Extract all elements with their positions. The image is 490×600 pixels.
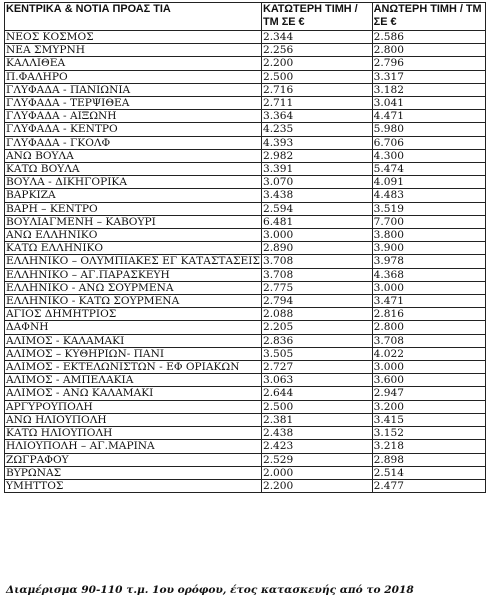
table-row — [5, 83, 486, 96]
max-price-cell: 3.182 — [372, 83, 485, 96]
table-row — [5, 136, 486, 149]
table-row — [5, 255, 486, 268]
area-name-cell: ΔΑΦΝΗ — [5, 321, 262, 334]
price-table — [4, 2, 486, 493]
max-price-cell: 3.317 — [372, 70, 485, 83]
min-price-cell: 2.344 — [261, 31, 372, 44]
area-name-cell: ΖΩΓΡΑΦΟΥ — [5, 453, 262, 466]
area-name-cell: ΝΕΑ ΣΜΥΡΝΗ — [5, 44, 262, 57]
area-name-cell: ΑΝΩ ΕΛΛΗΝΙΚΟ — [5, 229, 262, 242]
max-price-cell: 7.700 — [372, 215, 485, 228]
table-row — [5, 44, 486, 57]
min-price-cell: 2.794 — [261, 295, 372, 308]
min-price-cell: 2.644 — [261, 387, 372, 400]
max-price-cell: 2.796 — [372, 57, 485, 70]
table-row — [5, 308, 486, 321]
max-price-cell: 4.300 — [372, 149, 485, 162]
area-name-cell: ΗΛΙΟΥΠΟΛΗ – ΑΓ.ΜΑΡΙΝΑ — [5, 440, 262, 453]
min-price-cell: 2.381 — [261, 413, 372, 426]
max-price-cell: 2.477 — [372, 479, 485, 492]
area-name-cell: ΒΥΡΩΝΑΣ — [5, 466, 262, 479]
area-name-cell: ΓΛΥΦΑΔΑ - ΓΚΟΛΦ — [5, 136, 262, 149]
table-row — [5, 268, 486, 281]
area-name-cell: ΒΑΡΗ – ΚΕΝΤΡΟ — [5, 202, 262, 215]
table-row — [5, 321, 486, 334]
column-header-max-price: ΑΝΩΤΕΡΗ ΤΙΜΗ / ΤΜ ΣΕ € — [372, 3, 485, 31]
max-price-cell: 5.474 — [372, 163, 485, 176]
min-price-cell: 2.000 — [261, 466, 372, 479]
table-row — [5, 215, 486, 228]
area-name-cell: ΝΕΟΣ ΚΟΣΜΟΣ — [5, 31, 262, 44]
max-price-cell: 2.816 — [372, 308, 485, 321]
max-price-cell: 3.519 — [372, 202, 485, 215]
min-price-cell: 3.708 — [261, 255, 372, 268]
max-price-cell: 3.152 — [372, 427, 485, 440]
area-name-cell: ΑΛΙΜΟΣ - ΚΑΛΑΜΑΚΙ — [5, 334, 262, 347]
max-price-cell: 3.000 — [372, 281, 485, 294]
min-price-cell: 3.708 — [261, 268, 372, 281]
area-name-cell: ΓΛΥΦΑΔΑ - ΑΙΞΩΝΗ — [5, 110, 262, 123]
table-row — [5, 453, 486, 466]
min-price-cell: 2.500 — [261, 70, 372, 83]
max-price-cell: 3.600 — [372, 374, 485, 387]
table-row — [5, 70, 486, 83]
min-price-cell: 3.438 — [261, 189, 372, 202]
table-row — [5, 281, 486, 294]
max-price-cell: 2.947 — [372, 387, 485, 400]
max-price-cell: 3.200 — [372, 400, 485, 413]
table-row — [5, 163, 486, 176]
area-name-cell: ΑΛΙΜΟΣ - ΑΜΠΕΛΑΚΙΑ — [5, 374, 262, 387]
area-name-cell: ΑΛΙΜΟΣ - ΑΝΩ ΚΑΛΑΜΑΚΙ — [5, 387, 262, 400]
table-row — [5, 202, 486, 215]
min-price-cell: 2.423 — [261, 440, 372, 453]
area-name-cell: ΓΛΥΦΑΔΑ - ΤΕΡΨΙΘΕΑ — [5, 97, 262, 110]
max-price-cell: 4.368 — [372, 268, 485, 281]
min-price-cell: 2.836 — [261, 334, 372, 347]
min-price-cell: 2.727 — [261, 361, 372, 374]
area-name-cell: ΒΟΥΛΑ - ΔΙΚΗΓΟΡΙΚΑ — [5, 176, 262, 189]
max-price-cell: 3.800 — [372, 229, 485, 242]
table-row — [5, 189, 486, 202]
min-price-cell: 3.070 — [261, 176, 372, 189]
max-price-cell: 2.898 — [372, 453, 485, 466]
min-price-cell: 2.529 — [261, 453, 372, 466]
table-row — [5, 479, 486, 492]
max-price-cell: 4.091 — [372, 176, 485, 189]
max-price-cell: 5.980 — [372, 123, 485, 136]
table-row — [5, 149, 486, 162]
min-price-cell: 2.205 — [261, 321, 372, 334]
table-row — [5, 466, 486, 479]
min-price-cell: 3.505 — [261, 347, 372, 360]
table-caption: Διαμέρισμα 90-110 τ.μ. 1ου ορόφου, έτος κατασκευής από το 2018 — [6, 584, 414, 596]
area-name-cell: ΑΛΙΜΟΣ - ΕΚΤΕΛΩΝΙΣΤΩΝ - ΕΦ ΟΡΙΑΚΩΝ — [5, 361, 262, 374]
area-name-cell: ΥΜΗΤΤΟΣ — [5, 479, 262, 492]
table-row — [5, 176, 486, 189]
min-price-cell: 2.982 — [261, 149, 372, 162]
min-price-cell: 2.200 — [261, 479, 372, 492]
area-name-cell: ΑΓΙΟΣ ΔΗΜΗΤΡΙΟΣ — [5, 308, 262, 321]
min-price-cell: 2.711 — [261, 97, 372, 110]
max-price-cell: 4.483 — [372, 189, 485, 202]
table-row — [5, 123, 486, 136]
header-row — [5, 3, 486, 31]
min-price-cell: 2.500 — [261, 400, 372, 413]
max-price-cell: 4.471 — [372, 110, 485, 123]
min-price-cell: 4.393 — [261, 136, 372, 149]
table-row — [5, 110, 486, 123]
table-row — [5, 97, 486, 110]
min-price-cell: 3.391 — [261, 163, 372, 176]
min-price-cell: 3.063 — [261, 374, 372, 387]
area-name-cell: ΚΑΤΩ ΕΛΛΗΝΙΚΟ — [5, 242, 262, 255]
table-row — [5, 295, 486, 308]
area-name-cell: ΚΑΤΩ ΗΛΙΟΥΠΟΛΗ — [5, 427, 262, 440]
area-name-cell: ΚΑΤΩ ΒΟΥΛΑ — [5, 163, 262, 176]
min-price-cell: 2.775 — [261, 281, 372, 294]
area-name-cell: ΚΑΛΛΙΘΕΑ — [5, 57, 262, 70]
table-row — [5, 57, 486, 70]
max-price-cell: 6.706 — [372, 136, 485, 149]
min-price-cell: 3.000 — [261, 229, 372, 242]
column-header-min-price: ΚΑΤΩΤΕΡΗ ΤΙΜΗ / ΤΜ ΣΕ € — [261, 3, 372, 31]
area-name-cell: ΑΛΙΜΟΣ – ΚΥΘΗΡΙΩΝ- ΠΑΝΙ — [5, 347, 262, 360]
max-price-cell: 4.022 — [372, 347, 485, 360]
area-name-cell: ΑΡΓΥΡΟΥΠΟΛΗ — [5, 400, 262, 413]
table-row — [5, 427, 486, 440]
table-row — [5, 387, 486, 400]
table-row — [5, 334, 486, 347]
area-name-cell: ΕΛΛΗΝΙΚΟ – ΟΛΥΜΠΙΑΚΕΣ ΕΓ ΚΑΤΑΣΤΑΣΕΙΣ — [6, 255, 260, 268]
area-name-cell: ΕΛΛΗΝΙΚΟ - ΑΝΩ ΣΟΥΡΜΕΝΑ — [5, 281, 262, 294]
table-body — [5, 31, 486, 493]
area-name-cell: Π.ΦΑΛΗΡΟ — [5, 70, 262, 83]
table-row — [5, 413, 486, 426]
max-price-cell: 2.586 — [372, 31, 485, 44]
min-price-cell: 2.088 — [261, 308, 372, 321]
area-name-cell: ΒΟΥΛΙΑΓΜΕΝΗ – ΚΑΒΟΥΡΙ — [5, 215, 262, 228]
min-price-cell: 3.364 — [261, 110, 372, 123]
max-price-cell: 3.041 — [372, 97, 485, 110]
max-price-cell: 3.218 — [372, 440, 485, 453]
area-name-cell: ΒΑΡΚΙΖΑ — [5, 189, 262, 202]
min-price-cell: 2.594 — [261, 202, 372, 215]
min-price-cell: 2.716 — [261, 83, 372, 96]
max-price-cell: 3.471 — [372, 295, 485, 308]
table-row — [5, 347, 486, 360]
table-row — [5, 229, 486, 242]
max-price-cell: 3.900 — [372, 242, 485, 255]
max-price-cell: 3.415 — [372, 413, 485, 426]
max-price-cell: 2.800 — [372, 321, 485, 334]
table-row — [5, 31, 486, 44]
area-name-cell: ΑΝΩ ΒΟΥΛΑ — [5, 149, 262, 162]
table-row — [5, 400, 486, 413]
max-price-cell: 2.800 — [372, 44, 485, 57]
min-price-cell: 2.256 — [261, 44, 372, 57]
min-price-cell: 4.235 — [261, 123, 372, 136]
max-price-cell: 3.000 — [372, 361, 485, 374]
table-header — [5, 3, 486, 31]
area-name-cell: ΕΛΛΗΝΙΚΟ - ΚΑΤΩ ΣΟΥΡΜΕΝΑ — [5, 295, 262, 308]
table-row — [5, 374, 486, 387]
max-price-cell: 3.978 — [372, 255, 485, 268]
min-price-cell: 2.438 — [261, 427, 372, 440]
table-row — [5, 440, 486, 453]
area-name-cell: ΕΛΛΗΝΙΚΟ – ΑΓ.ΠΑΡΑΣΚΕΥΗ — [5, 268, 262, 281]
table-row — [5, 361, 486, 374]
min-price-cell: 6.481 — [261, 215, 372, 228]
area-name-cell: ΓΛΥΦΑΔΑ - ΚΕΝΤΡΟ — [5, 123, 262, 136]
min-price-cell: 2.890 — [261, 242, 372, 255]
area-name-cell: ΑΝΩ ΗΛΙΟΥΠΟΛΗ — [5, 413, 262, 426]
max-price-cell: 3.708 — [372, 334, 485, 347]
area-name-cell: ΓΛΥΦΑΔΑ - ΠΑΝΙΩΝΙΑ — [5, 83, 262, 96]
max-price-cell: 2.514 — [372, 466, 485, 479]
column-header-area: ΚΕΝΤΡΙΚΑ & ΝΟΤΙΑ ΠΡΟΑΣ ΤΙΑ — [5, 3, 262, 31]
min-price-cell: 2.200 — [261, 57, 372, 70]
table-row — [5, 242, 486, 255]
